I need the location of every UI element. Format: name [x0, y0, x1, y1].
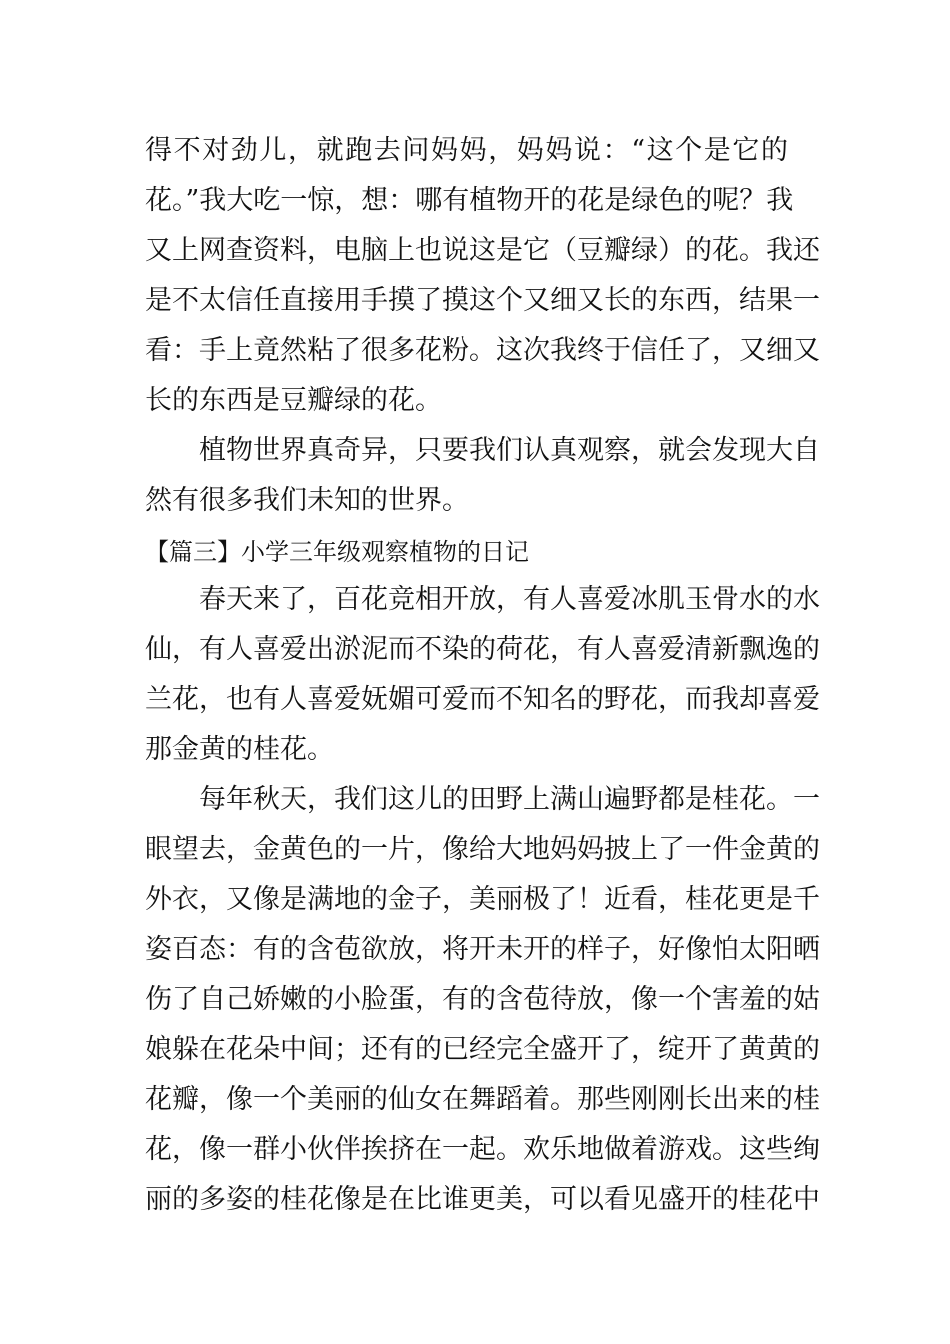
text-line: 娘躲在花朵中间；还有的已经完全盛开了，绽开了黄黄的: [145, 1034, 820, 1065]
text-line: 丽的多姿的桂花像是在比谁更美，可以看见盛开的桂花中: [145, 1184, 820, 1215]
paragraph-first-line: 春天来了，百花竞相开放，有人喜爱冰肌玉骨水的水: [199, 584, 820, 615]
text-line: 伤了自己娇嫩的小脸蛋，有的含苞待放，像一个害羞的姑: [145, 984, 820, 1015]
section-heading: 【篇三】小学三年级观察植物的日记: [145, 538, 529, 566]
paragraph-first-line: 植物世界真奇异，只要我们认真观察，就会发现大自: [199, 435, 820, 466]
text-line: 得不对劲儿，就跑去问妈妈，妈妈说：“这个是它的: [145, 135, 790, 166]
text-line: 眼望去，金黄色的一片，像给大地妈妈披上了一件金黄的: [145, 834, 820, 865]
text-line: 兰花，也有人喜爱妩媚可爱而不知名的野花，而我却喜爱: [145, 684, 820, 715]
text-line: 又上网查资料，电脑上也说这是它（豆瓣绿）的花。我还: [145, 235, 820, 266]
text-line: 看：手上竟然粘了很多花粉。这次我终于信任了，又细又: [145, 335, 820, 366]
text-line: 花瓣，像一个美丽的仙女在舞蹈着。那些刚刚长出来的桂: [145, 1084, 820, 1115]
text-line: 然有很多我们未知的世界。: [145, 485, 469, 516]
text-line: 是不太信任直接用手摸了摸这个又细又长的东西，结果一: [145, 285, 820, 316]
text-line: 仙，有人喜爱出淤泥而不染的荷花，有人喜爱清新飘逸的: [145, 634, 820, 665]
text-line: 花，像一群小伙伴挨挤在一起。欢乐地做着游戏。这些绚: [145, 1134, 820, 1165]
text-line: 长的东西是豆瓣绿的花。: [145, 385, 442, 416]
text-line: 外衣，又像是满地的金子，美丽极了！近看，桂花更是千: [145, 884, 820, 915]
text-line: 花。”我大吃一惊，想：哪有植物开的花是绿色的呢？我: [145, 185, 794, 216]
text-line: 姿百态：有的含苞欲放，将开未开的样子，好像怕太阳晒: [145, 934, 820, 965]
paragraph-first-line: 每年秋天，我们这儿的田野上满山遍野都是桂花。一: [199, 784, 820, 815]
text-line: 那金黄的桂花。: [145, 734, 334, 765]
